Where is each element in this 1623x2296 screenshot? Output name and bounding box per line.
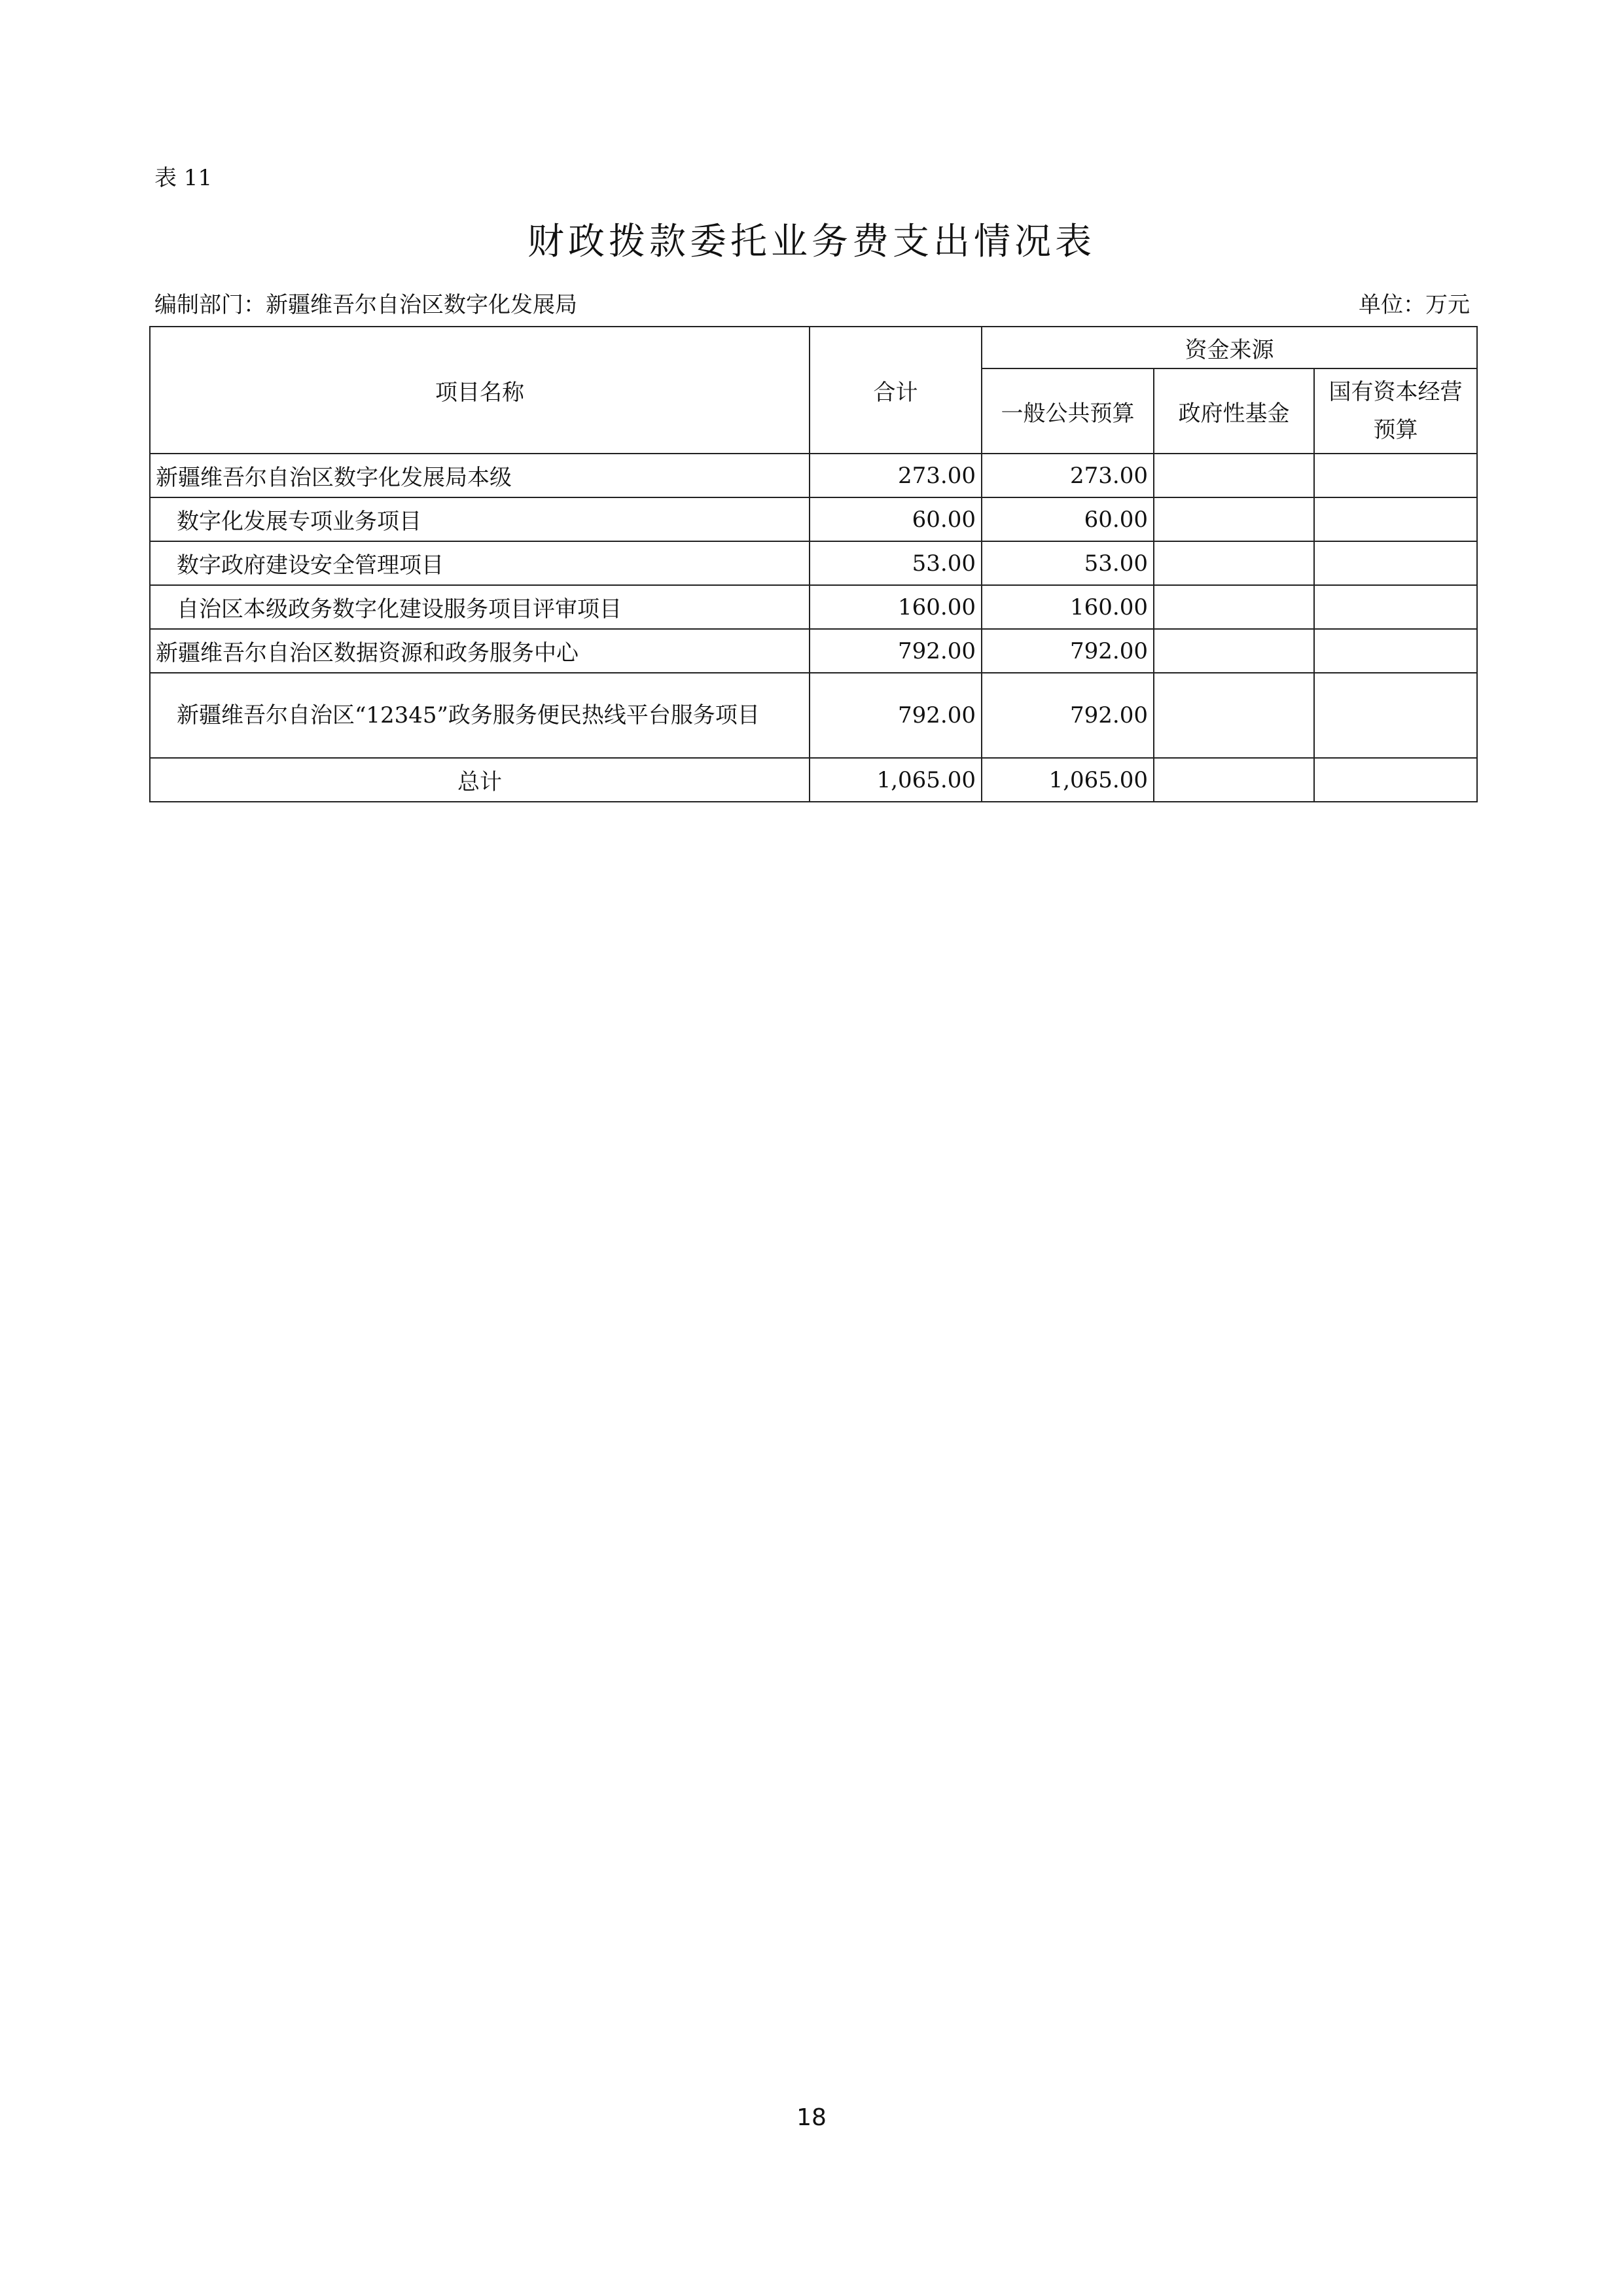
row-general-budget: 53.00 — [982, 541, 1154, 585]
row-government-fund — [1154, 541, 1314, 585]
compiling-department: 编制部门：新疆维吾尔自治区数字化发展局 — [154, 292, 577, 318]
header-project-name: 项目名称 — [150, 327, 810, 454]
page-title: 财政拨款委托业务费支出情况表 — [527, 221, 1096, 263]
row-state-capital — [1314, 585, 1477, 629]
row-state-capital — [1314, 629, 1477, 673]
table-row — [150, 454, 1477, 497]
row-total: 60.00 — [810, 497, 982, 541]
table-number: 表 11 — [154, 165, 213, 191]
row-total: 792.00 — [810, 673, 982, 758]
grand-total-label: 总计 — [150, 758, 810, 802]
row-government-fund — [1154, 585, 1314, 629]
row-name: 新疆维吾尔自治区数据资源和政务服务中心 — [150, 629, 810, 673]
row-government-fund — [1154, 454, 1314, 497]
row-state-capital — [1314, 497, 1477, 541]
grand-total-state-capital — [1314, 758, 1477, 802]
header-government-fund: 政府性基金 — [1154, 368, 1314, 454]
expenditure-table — [149, 326, 1478, 802]
header-row-1 — [150, 327, 1477, 368]
header-funding-source: 资金来源 — [982, 327, 1477, 368]
table-row — [150, 629, 1477, 673]
row-total: 160.00 — [810, 585, 982, 629]
row-general-budget: 792.00 — [982, 629, 1154, 673]
table-row — [150, 585, 1477, 629]
row-general-budget: 273.00 — [982, 454, 1154, 497]
row-general-budget: 792.00 — [982, 673, 1154, 758]
row-name: 自治区本级政务数字化建设服务项目评审项目 — [150, 585, 810, 629]
grand-total-row — [150, 758, 1477, 802]
grand-total-government-fund — [1154, 758, 1314, 802]
row-state-capital — [1314, 454, 1477, 497]
table-row — [150, 673, 1477, 758]
row-government-fund — [1154, 497, 1314, 541]
row-name: 新疆维吾尔自治区数字化发展局本级 — [150, 454, 810, 497]
header-general-budget: 一般公共预算 — [982, 368, 1154, 454]
row-state-capital — [1314, 673, 1477, 758]
page-number: 18 — [796, 2104, 827, 2131]
row-general-budget: 60.00 — [982, 497, 1154, 541]
table-row — [150, 497, 1477, 541]
row-name: 数字政府建设安全管理项目 — [150, 541, 810, 585]
table-row — [150, 541, 1477, 585]
row-government-fund — [1154, 673, 1314, 758]
unit-label: 单位：万元 — [1359, 292, 1470, 318]
header-state-capital-line2: 预算 — [1373, 417, 1418, 443]
header-state-capital-line1: 国有资本经营 — [1329, 379, 1463, 405]
row-general-budget: 160.00 — [982, 585, 1154, 629]
row-name: 新疆维吾尔自治区“12345”政务服务便民热线平台服务项目 — [150, 673, 810, 758]
row-state-capital — [1314, 541, 1477, 585]
grand-total-total: 1,065.00 — [810, 758, 982, 802]
header-state-capital — [1314, 368, 1477, 454]
row-total: 273.00 — [810, 454, 982, 497]
row-total: 53.00 — [810, 541, 982, 585]
grand-total-general-budget: 1,065.00 — [982, 758, 1154, 802]
header-total: 合计 — [810, 327, 982, 454]
row-name: 数字化发展专项业务项目 — [150, 497, 810, 541]
row-government-fund — [1154, 629, 1314, 673]
row-total: 792.00 — [810, 629, 982, 673]
